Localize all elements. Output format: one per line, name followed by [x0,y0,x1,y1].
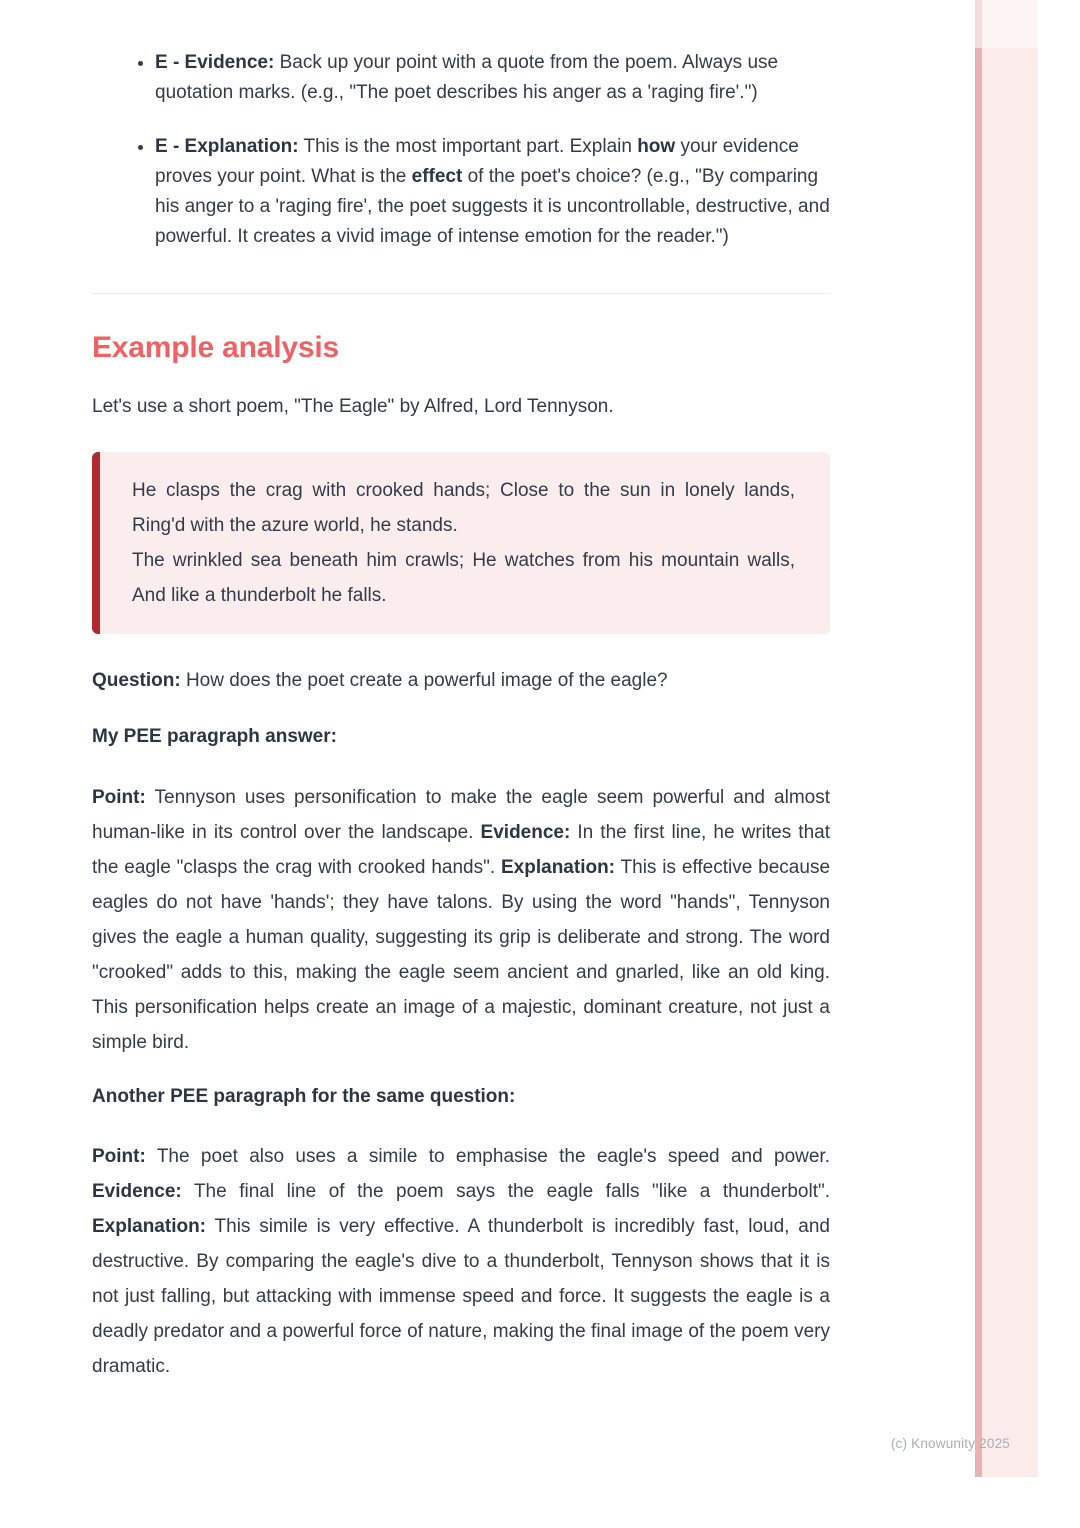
poem-line: He clasps the crag with crooked hands; Close to the sun in lonely lands, Ring'd with the azure world, he stands. [132,480,795,536]
section-heading: Example analysis [92,331,339,364]
answer-label: My PEE paragraph answer: [92,726,337,747]
copyright-footer: (c) Knowunity 2025 [890,1436,1010,1451]
poem-quote-box [92,452,830,634]
intro-paragraph: Let's use a short poem, "The Eagle" by Alfred, Lord Tennyson. [92,396,614,417]
pee-paragraph-2: Point: The poet also uses a simile to emphasise the eagle's speed and power. Evidence: The final line of the poem says the eagle falls "like a thunderbolt". Explanation: This simile is very effective. A thunderbolt is incredibly fast, loud, and destructive. By comparing the eagle's dive to a thunderbolt, Tennyson shows that it is not just falling, but attacking with immense speed and force. It suggests the eagle is a deadly predator and a powerful force of nature, making the final image of the poem very dramatic. [92,1146,830,1377]
poem-line: The wrinkled sea beneath him crawls; He watches from his mountain walls, And like a thunderbolt he falls. [132,550,795,606]
pee-paragraph-1: Point: Tennyson uses personification to make the eagle seem powerful and almost human-like in its control over the landscape. Evidence: In the first line, he writes that the eagle "clasps the crag with crooked hands". Explanation: This is effective because eagles do not have 'hands'; they have talons. By using the word "hands", Tennyson gives the eagle a human quality, suggesting its grip is deliberate and strong. The word "crooked" adds to this, making the eagle seem ancient and gnarled, like an old king. This personification helps create an image of a majestic, dominant creature, not just a simple bird. [92,787,831,1053]
question-paragraph: Question: How does the poet create a powerful image of the eagle? [92,670,668,691]
section-divider [92,293,830,294]
pee-bullet-list [92,48,830,252]
bullet-item-explanation: • E - Explanation: This is the most important part. Explain how your evidence proves your point. What is the effect of the poet's choice? (e.g., "By comparing his anger to a 'raging fire', the poet suggests it is uncontrollable, destructive, and powerful. It creates a vivid image of intense emotion for the reader.") [155,132,830,252]
bullet-item-evidence: • E - Evidence: Back up your point with a quote from the poem. Always use quotation marks. (e.g., "The poet describes his anger as a 'raging fire'.") [155,48,830,108]
another-question-label: Another PEE paragraph for the same question: [92,1086,516,1107]
